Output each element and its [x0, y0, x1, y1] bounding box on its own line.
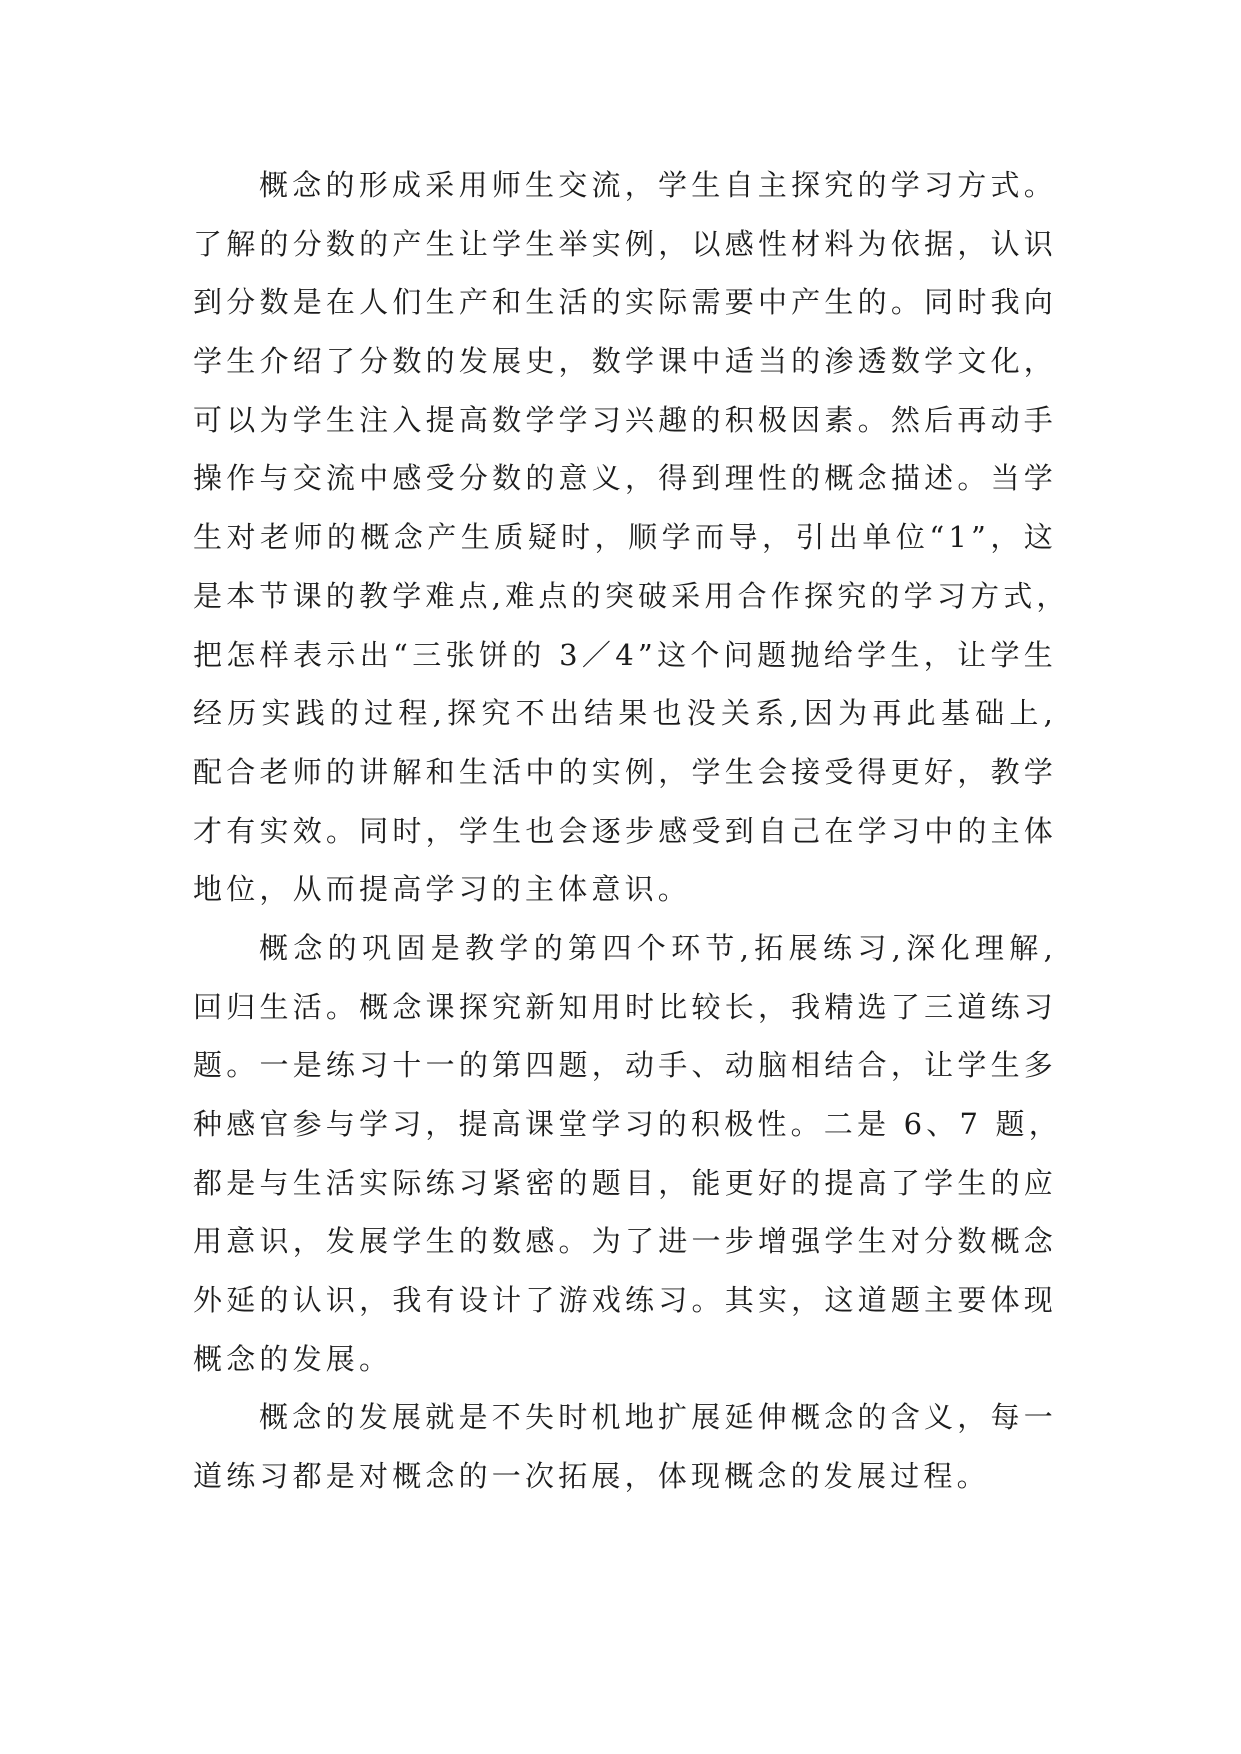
text-line: 道练习都是对概念的一次拓展，体现概念的发展过程。 — [193, 1459, 990, 1494]
text-line: 回归生活。概念课探究新知用时比较长，我精选了三道练习 — [193, 989, 1057, 1024]
text-line: 是本节课的教学难点,难点的突破采用合作探究的学习方式， — [193, 578, 1070, 613]
text-line: 概念的巩固是教学的第四个环节,拓展练习,深化理解, — [259, 930, 1057, 965]
text-line: 概念的发展。 — [193, 1341, 393, 1376]
text-line: 经历实践的过程,探究不出结果也没关系,因为再此基础上, — [193, 696, 1057, 731]
text-line: 配合老师的讲解和生活中的实例，学生会接受得更好，教学 — [193, 754, 1057, 789]
text-line: 生对老师的概念产生质疑时，顺学而导，引出单位“1”，这 — [193, 520, 1057, 555]
text-line: 到分数是在人们生产和生活的实际需要中产生的。同时我向 — [193, 285, 1057, 320]
text-line: 操作与交流中感受分数的意义，得到理性的概念描述。当学 — [193, 461, 1057, 496]
text-line: 都是与生活实际练习紧密的题目，能更好的提高了学生的应 — [193, 1165, 1057, 1200]
text-line: 了解的分数的产生让学生举实例，以感性材料为依据，认识 — [193, 226, 1057, 261]
document-body — [193, 156, 1070, 1506]
text-line: 概念的形成采用师生交流，学生自主探究的学习方式。 — [259, 168, 1057, 202]
text-line: 种感官参与学习，提高课堂学习的积极性。二是 6、7 题， — [193, 1107, 1062, 1141]
text-line: 外延的认识，我有设计了游戏练习。其实，这道题主要体现 — [193, 1283, 1057, 1318]
text-line: 才有实效。同时，学生也会逐步感受到自己在学习中的主体 — [193, 813, 1057, 848]
paragraph-3 — [193, 1388, 1057, 1505]
text-line: 用意识，发展学生的数感。为了进一步增强学生对分数概念 — [193, 1224, 1057, 1259]
paragraph-1 — [193, 156, 1070, 919]
text-line: 把怎样表示出“三张饼的 3／4”这个问题抛给学生，让学生 — [193, 637, 1057, 672]
text-line: 可以为学生注入提高数学学习兴趣的积极因素。然后再动手 — [193, 402, 1057, 437]
text-line: 概念的发展就是不失时机地扩展延伸概念的含义，每一 — [259, 1400, 1057, 1435]
paragraph-2 — [193, 919, 1062, 1389]
text-line: 题。一是练习十一的第四题，动手、动脑相结合，让学生多 — [193, 1048, 1057, 1083]
text-line: 地位，从而提高学习的主体意识。 — [193, 872, 692, 907]
text-line: 学生介绍了分数的发展史，数学课中适当的渗透数学文化， — [193, 344, 1057, 379]
